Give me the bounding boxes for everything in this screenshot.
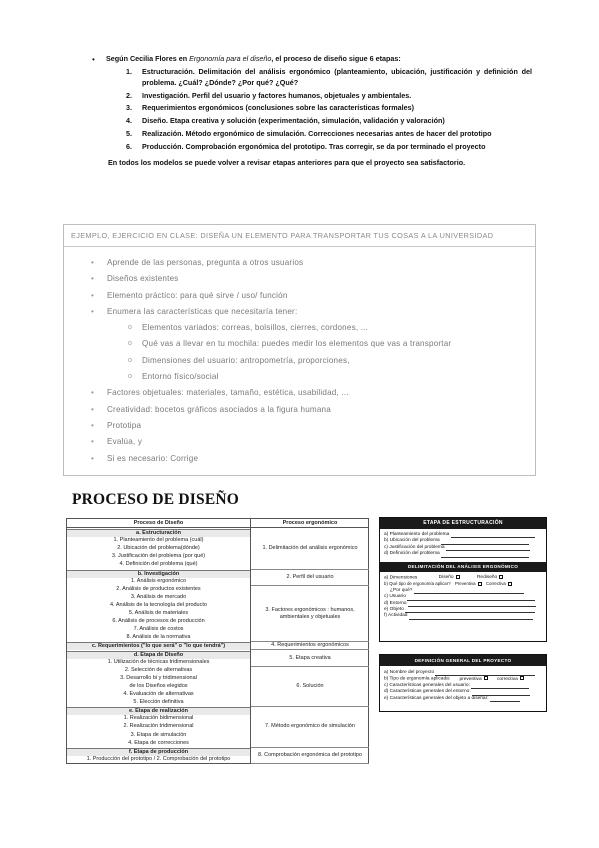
option-label: Preventiva: [454, 581, 476, 587]
step-item: [92, 67, 532, 89]
example-title: EJEMPLO, EJERCICIO EN CLASE: DISEÑA UN ELEMENTO PARA TRANSPORTAR TUS COSAS A LA UNIVERSIDAD: [64, 225, 535, 247]
step-text: Realización. Método ergonómico de simulación. Correcciones necesarias antes de hacer del prototipo: [142, 128, 492, 138]
process-table: [66, 518, 369, 764]
process-table-header: [67, 519, 368, 528]
stage-step: 3. Etapa de simulación: [130, 731, 187, 738]
stage-step: 4. Definición del problema (qué): [119, 561, 198, 568]
stage-step: 1. Realización bidimensional: [123, 715, 194, 722]
step-number: 3.: [126, 103, 132, 113]
header-right: Proceso ergonómico: [282, 520, 338, 526]
option-label: correctiva: [496, 676, 518, 682]
step-item: [92, 103, 532, 114]
checkbox[interactable]: [508, 582, 512, 586]
form1-subtitle: DELIMITACIÓN DEL ANÁLISIS ERGONÓMICO: [380, 562, 546, 572]
step-item: [92, 129, 532, 140]
stage-step: 1. Planteamiento del problema (cuál): [113, 537, 204, 544]
stage-step: 2. Análisis de productos existentes: [116, 585, 201, 592]
example-item: • Elemento práctico: para qué sirve / uso/ función: [64, 288, 535, 304]
step-item: [92, 142, 532, 153]
section-title: PROCESO DE DISEÑO: [72, 491, 240, 508]
form1-line: [380, 575, 546, 582]
stage-step: 1. Utilización de técnicas tridimensionales: [107, 658, 210, 665]
example-item: • Enumera las características que necesitaría tener:: [64, 304, 535, 320]
form1-line-label: d) Entorno: [384, 600, 407, 606]
stage-step: 3. Desarrollo bi y tridimensional: [120, 674, 197, 681]
option-label: Diseño: [438, 574, 454, 580]
example-item: • Evalúa, y: [64, 434, 535, 450]
example-item: • Creatividad: bocetos gráficos asociados a la figura humana: [64, 402, 535, 418]
intro-lead-prefix: Según Cecilia Flores en: [106, 54, 190, 63]
stage-heading: e. Etapa de realización: [67, 707, 250, 715]
form2-line: [380, 696, 546, 702]
stage-heading: b. Investigación: [67, 570, 250, 578]
stage-heading: c. Requerimientos ("lo que será" o "lo que tendrá"): [67, 642, 250, 650]
stage-step: 4. Evaluación de alternativas: [123, 691, 194, 697]
form1-line-label: a) Planteamiento del problema: [384, 532, 450, 537]
ergonomic-step: 2. Perfil del usuario: [251, 570, 369, 586]
step-text: Estructuración. Delimitación del análisis ergonómico (planteamiento, ubicación, justificación y definición del problema. ¿Cuál? ¿Dónde? ¿Por qué? ¿Qué?: [142, 66, 532, 87]
example-subitem: o Entorno físico/social: [64, 369, 535, 385]
intro-list: [92, 54, 532, 169]
stage-step: 4. Análisis de la tecnología del producto: [110, 601, 207, 608]
form1-line-label: b) Qué tipo de ergonomía aplicar?: [384, 581, 451, 587]
stage-step: de los Diseños elegidos: [129, 682, 188, 689]
step-text: Producción. Comprobación ergonómica del prototipo. Tras corregir, se da por terminado el proyecto: [142, 141, 486, 151]
step-number: 1.: [126, 66, 132, 76]
form1-line: [380, 613, 546, 619]
checkbox[interactable]: [456, 575, 460, 579]
form1-line: [380, 551, 546, 557]
checkbox[interactable]: [499, 575, 503, 579]
step-number: 2.: [126, 90, 132, 100]
option-label: preventiva: [459, 676, 482, 682]
stage-step: 1. Producción del prototipo / 2. Comprobación del prototipo: [86, 755, 231, 762]
intro-closing: En todos los modelos se puede volver a revisar etapas anteriores para que el proyecto sea satisfactorio.: [108, 158, 466, 168]
step-text: Diseño. Etapa creativa y solución (experimentación, simulación, validación y valoración): [142, 116, 445, 126]
ergonomic-step: 3. Factores ergonómicos : humanos, ambientales y objetuales: [251, 586, 369, 643]
steps-list: [92, 67, 532, 153]
step-number: 5.: [126, 128, 132, 138]
project-definition-form: [379, 654, 547, 712]
form1-line-label: a) Dimensiones: [384, 574, 418, 580]
intro-lead-suffix: , el proceso de diseño sigue 6 etapas:: [271, 54, 401, 63]
example-item: • Aprende de las personas, pregunta a otros usuarios: [64, 255, 535, 271]
ergonomic-step: 8. Comprobación ergonómica del prototipo: [251, 748, 369, 764]
blank-line: [409, 619, 533, 620]
header-left: Proceso de Diseño: [133, 520, 184, 526]
form2-line-label: a) Nombre del proyecto: [384, 670, 435, 675]
example-subitem: o Dimensiones del usuario: antropometría, proporciones,: [64, 353, 535, 369]
form1-line-label: d) Definición del problema: [384, 551, 440, 557]
stage-step: 8. Análisis de la normativa: [126, 634, 191, 641]
stage-step: 5. Análisis de materiales: [128, 610, 189, 616]
step-item: [92, 91, 532, 102]
example-list: [64, 255, 535, 467]
form2-title: DEFINICIÓN GENERAL DEL PROYECTO: [380, 655, 546, 666]
form2-line-label: e) Características generales del objeto a diseñar:: [384, 695, 489, 701]
form2-line-label: c) Características generales del usuario:: [384, 683, 470, 689]
ergonomic-step: 6. Solución: [251, 667, 369, 708]
form2-line-label: b) Tipo de ergonomía aplicada:: [384, 676, 451, 682]
checkbox[interactable]: [478, 582, 482, 586]
form2-line-label: d) Características generales del entorno:: [384, 689, 471, 695]
blank-line: [441, 557, 529, 558]
example-item: • Diseños existentes: [64, 271, 535, 287]
option-label: Correctiva: [485, 581, 506, 587]
form1-line-label: ¿Por qué?: [390, 587, 413, 593]
step-item: [92, 116, 532, 127]
intro-lead: [92, 54, 532, 65]
blank-line: [490, 701, 520, 702]
stage-step: 5. Elección definitiva: [133, 699, 184, 706]
step-text: Investigación. Perfil del usuario y factores humanos, objetuales y ambientales.: [142, 90, 412, 100]
form1-line-label: c) Justificación del problema: [384, 544, 445, 550]
option-label: Rediseño: [476, 574, 498, 580]
checkbox[interactable]: [520, 676, 524, 680]
form1-line-label: e) Objeto: [384, 606, 404, 612]
example-subitem: o Qué vas a llevar en tu mochila: puedes medir los elementos que vas a transportar: [64, 336, 535, 352]
example-box: [63, 224, 536, 476]
stage-step: 6. Análisis de procesos de producción: [112, 618, 205, 625]
stage-step: 3. Justificación del problema (por qué): [111, 553, 206, 560]
example-item: • Si es necesario: Corrige: [64, 451, 535, 467]
step-number: 6.: [126, 141, 132, 151]
form1-line-label: c) Usuario: [384, 594, 406, 600]
form1-line-label: f) Actividad: [384, 613, 408, 619]
checkbox[interactable]: [484, 676, 488, 680]
stage-step: 1. Análisis ergonómico: [130, 577, 187, 584]
step-number: 4.: [126, 116, 132, 126]
stage-heading: a. Estructuración: [67, 529, 250, 537]
example-subitem: o Elementos variados: correas, bolsillos, cierres, cordones, ...: [64, 320, 535, 336]
structuring-form: [379, 517, 547, 642]
stage-heading: f. Etapa de producción: [67, 748, 250, 756]
stage-step: 2. Ubicación del problema(dónde): [117, 545, 200, 552]
ergonomic-step: 7. Método ergonómico de simulación: [251, 707, 369, 748]
ergonomic-step: 1. Delimitación del análisis ergonómico: [251, 529, 369, 570]
stage-step: 3. Análisis de mercado: [130, 593, 187, 600]
stage-step: 2. Realización tridimensional: [123, 723, 194, 730]
ergonomic-step: 4. Requerimientos ergonómicos: [251, 642, 369, 650]
intro-lead-book: Ergonomía para el diseño: [189, 54, 272, 63]
example-item: • Prototipa: [64, 418, 535, 434]
example-item: • Factores objetuales: materiales, tamaño, estética, usabilidad, ...: [64, 385, 535, 401]
form1-line-label: b) Ubicación del problema: [384, 538, 440, 544]
stage-step: 7. Análisis de costos: [133, 626, 184, 633]
ergonomic-step: 5. Etapa creativa: [251, 651, 369, 667]
stage-step: 2. Selección de alternativas: [124, 666, 193, 673]
stage-heading: d. Etapa de Diseño: [67, 651, 250, 659]
stage-step: 4. Etapa de correcciones: [128, 739, 189, 746]
step-text: Requerimientos ergonómicos (conclusiones sobre las características formales): [142, 103, 415, 113]
form1-title: ETAPA DE ESTRUCTURACIÓN: [380, 518, 546, 529]
